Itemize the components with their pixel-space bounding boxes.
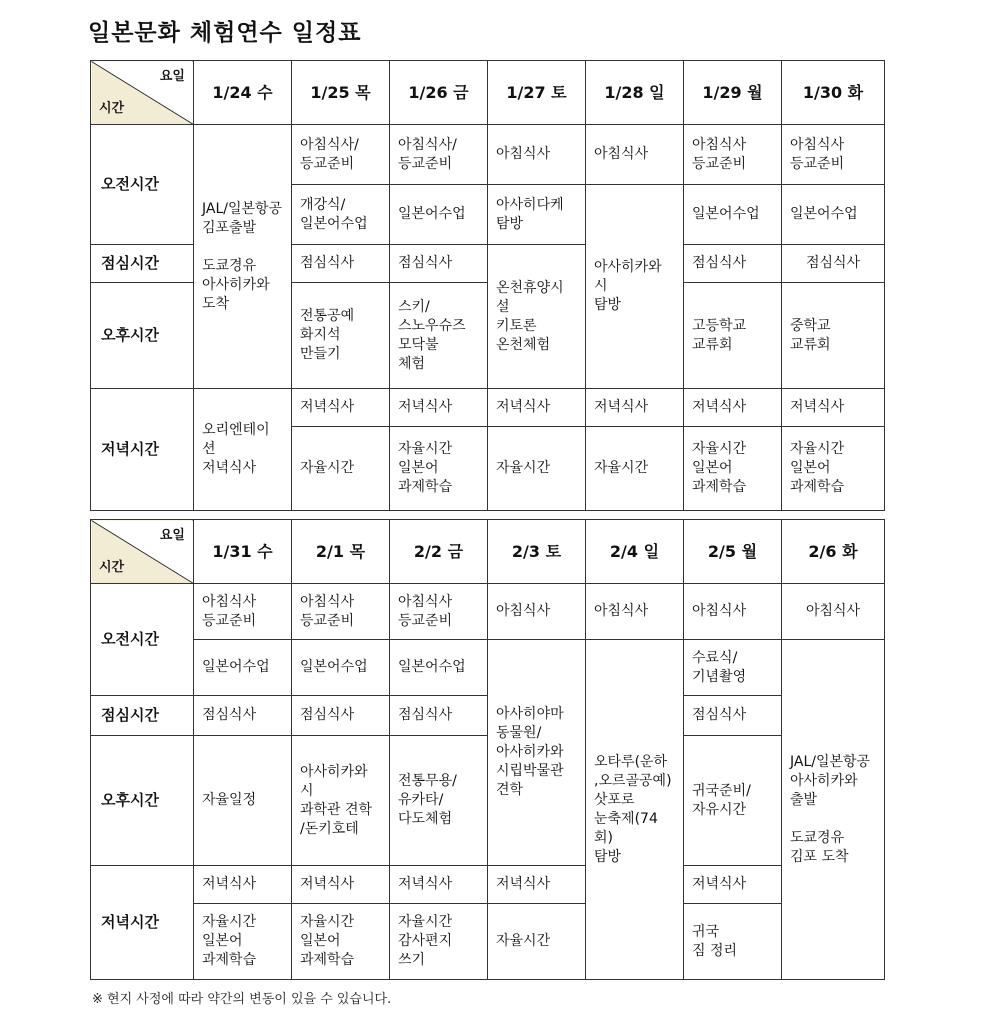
schedule-cell: 점심식사 (292, 245, 390, 283)
day-header: 2/1 목 (292, 520, 390, 584)
schedule-cell: 중학교 교류회 (782, 283, 885, 389)
day-header: 1/26 금 (390, 61, 488, 125)
row-label-morning: 오전시간 (91, 125, 194, 245)
schedule-cell: 개강식/ 일본어수업 (292, 185, 390, 245)
schedule-cell: 아침식사 등교준비 (292, 584, 390, 640)
schedule-cell: 일본어수업 (684, 185, 782, 245)
schedule-cell: 자율시간 일본어 과제학습 (782, 427, 885, 511)
schedule-cell: 자율시간 일본어 과제학습 (194, 904, 292, 980)
day-header: 1/29 월 (684, 61, 782, 125)
schedule-cell: 자율시간 (488, 427, 586, 511)
schedule-cell: 자율시간 (292, 427, 390, 511)
schedule-cell: 수료식/ 기념촬영 (684, 640, 782, 696)
schedule-cell: 아사히카와시 과학관 견학 /돈키호테 (292, 736, 390, 866)
schedule-cell: 자율시간 (488, 904, 586, 980)
corner-time-label: 시간 (99, 560, 125, 575)
day-header: 2/5 월 (684, 520, 782, 584)
schedule-cell: 저녁식사 (684, 389, 782, 427)
schedule-cell: 귀국준비/ 자유시간 (684, 736, 782, 866)
schedule-cell: 저녁식사 (292, 389, 390, 427)
header-row (91, 520, 885, 584)
row-label-evening: 저녁시간 (91, 866, 194, 980)
schedule-cell: 저녁식사 (586, 389, 684, 427)
day-header: 2/3 토 (488, 520, 586, 584)
schedule-cell: 일본어수업 (390, 640, 488, 696)
schedule-cell: 점심식사 (292, 696, 390, 736)
schedule-cell: 스키/ 스노우슈즈 모닥불 체험 (390, 283, 488, 389)
schedule-cell: 점심식사 (684, 245, 782, 283)
day-header: 1/25 목 (292, 61, 390, 125)
schedule-cell: 아침식사 (782, 584, 885, 640)
schedule-cell: JAL/일본항공 김포출발 도쿄경유 아사히카와 도착 (194, 125, 292, 389)
schedule-cell: 일본어수업 (782, 185, 885, 245)
schedule-cell: 전통공예 화지석 만들기 (292, 283, 390, 389)
day-header: 1/24 수 (194, 61, 292, 125)
day-header: 2/4 일 (586, 520, 684, 584)
schedule-cell: 점심식사 (390, 245, 488, 283)
schedule-cell: 귀국 짐 정리 (684, 904, 782, 980)
schedule-cell: 저녁식사 (292, 866, 390, 904)
schedule-cell: 아사히카와시 탐방 (586, 185, 684, 389)
schedule-cell: 일본어수업 (292, 640, 390, 696)
schedule-cell: 아침식사 등교준비 (684, 125, 782, 185)
schedule-cell: 아침식사 등교준비 (782, 125, 885, 185)
schedule-cell: 저녁식사 (390, 389, 488, 427)
row-label-evening: 저녁시간 (91, 389, 194, 511)
day-header: 2/6 화 (782, 520, 885, 584)
schedule-cell: 전통무용/ 유카타/ 다도체험 (390, 736, 488, 866)
footnote: ※ 현지 사정에 따라 약간의 변동이 있을 수 있습니다. (92, 992, 392, 1007)
schedule-table-week2 (90, 519, 885, 980)
schedule-cell: 아침식사/ 등교준비 (292, 125, 390, 185)
schedule-cell: JAL/일본항공 아사히카와 출발 도쿄경유 김포 도착 (782, 640, 885, 980)
schedule-cell: 아침식사 (586, 125, 684, 185)
schedule-cell: 저녁식사 (390, 866, 488, 904)
schedule-table-week1 (90, 60, 885, 511)
day-header: 1/28 일 (586, 61, 684, 125)
row-label-lunch: 점심시간 (91, 696, 194, 736)
schedule-cell: 일본어수업 (194, 640, 292, 696)
schedule-cell: 점심식사 (194, 696, 292, 736)
schedule-cell: 아사히다케 탐방 (488, 185, 586, 245)
schedule-cell: 자율시간 일본어 과제학습 (684, 427, 782, 511)
corner-time-label: 시간 (99, 101, 125, 116)
day-header: 1/31 수 (194, 520, 292, 584)
row-label-afternoon: 오후시간 (91, 283, 194, 389)
schedule-cell: 고등학교 교류회 (684, 283, 782, 389)
corner-day-label: 요일 (159, 528, 185, 543)
schedule-cell: 자율시간 일본어 과제학습 (292, 904, 390, 980)
schedule-cell: 아침식사 (586, 584, 684, 640)
day-header: 1/30 화 (782, 61, 885, 125)
row-label-morning: 오전시간 (91, 584, 194, 696)
page-title: 일본문화 체험연수 일정표 (88, 20, 362, 46)
schedule-cell: 온천휴양시설 키토론 온천체험 (488, 245, 586, 389)
row-label-afternoon: 오후시간 (91, 736, 194, 866)
schedule-cell: 아사히야마 동물원/ 아사히카와 시립박물관 견학 (488, 640, 586, 866)
corner-cell (91, 520, 194, 584)
schedule-cell: 자율시간 감사편지 쓰기 (390, 904, 488, 980)
schedule-cell: 아침식사 등교준비 (194, 584, 292, 640)
schedule-cell: 자율일정 (194, 736, 292, 866)
schedule-cell: 저녁식사 (488, 389, 586, 427)
schedule-cell: 아침식사 (488, 584, 586, 640)
schedule-cell: 점심식사 (684, 696, 782, 736)
day-header: 1/27 토 (488, 61, 586, 125)
schedule-cell: 아침식사/ 등교준비 (390, 125, 488, 185)
schedule-cell: 오타루(운하 ,오르골공예) 삿포로 눈축제(74회) 탐방 (586, 640, 684, 980)
header-row (91, 61, 885, 125)
schedule-cell: 일본어수업 (390, 185, 488, 245)
schedule-cell: 아침식사 (488, 125, 586, 185)
schedule-cell: 저녁식사 (194, 866, 292, 904)
schedule-cell: 자율시간 일본어 과제학습 (390, 427, 488, 511)
schedule-cell: 오리엔테이션 저녁식사 (194, 389, 292, 511)
schedule-cell: 아침식사 등교준비 (390, 584, 488, 640)
corner-cell (91, 61, 194, 125)
schedule-cell: 저녁식사 (684, 866, 782, 904)
schedule-cell: 아침식사 (684, 584, 782, 640)
day-header: 2/2 금 (390, 520, 488, 584)
schedule-cell: 점심식사 (782, 245, 885, 283)
schedule-cell: 저녁식사 (782, 389, 885, 427)
schedule-cell: 점심식사 (390, 696, 488, 736)
corner-day-label: 요일 (159, 69, 185, 84)
schedule-cell: 저녁식사 (488, 866, 586, 904)
row-label-lunch: 점심시간 (91, 245, 194, 283)
schedule-cell: 자율시간 (586, 427, 684, 511)
